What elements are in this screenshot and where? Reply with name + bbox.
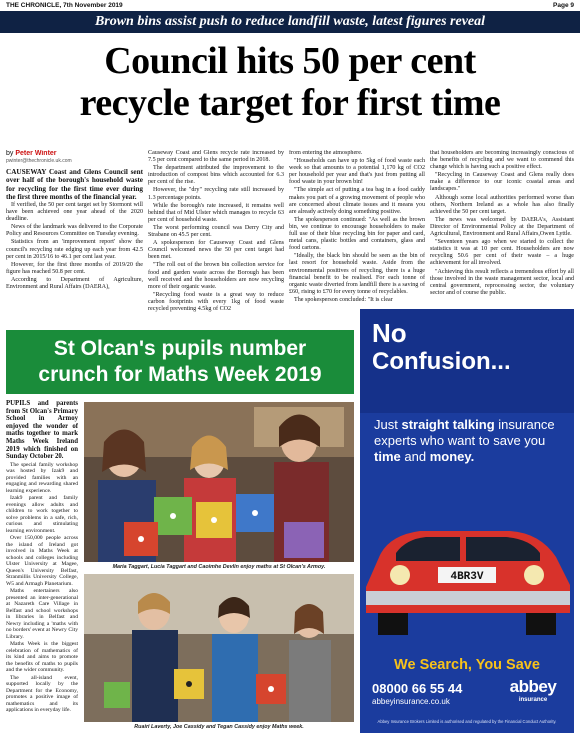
abbey-logo <box>502 677 564 709</box>
maths-headline-line-1: St Olcan's pupils number <box>53 337 307 360</box>
headline-line-2: recycle target for first time <box>79 82 501 124</box>
paragraph: According to Department of Agriculture, Environment and Rural Affairs (DAERA), <box>6 276 143 291</box>
maths-photo-2-caption: Ruairi Laverty, Joe Cassidy and Tegan Cassidy enjoy Maths week. <box>134 724 304 730</box>
ad-body-bold: straight talking <box>401 417 495 432</box>
paragraph: The spokesperson continued: "As well as the brown bin, we continue to encourage householders to make full use of their blue recycling bin for paper and card, metal cans, plastic bottles and containers, glass and food cartons. <box>289 216 425 252</box>
paragraph: News of the landmark was delivered to the Corporate Policy and Resources Committee on Tuesday evening. <box>6 224 143 238</box>
ad-confusion-text: Confusion... <box>372 348 511 375</box>
paragraph: However, the "dry" recycling rate still increased by 1.3 percentage points. <box>148 187 284 201</box>
maths-story-column <box>6 400 78 732</box>
maths-story-lead: PUPILS and parents from St Olcan's Primary School in Armoy enjoyed the wonder of maths together to mark Maths Week Ireland 2019 which finished on Sunday October 20. <box>6 400 78 461</box>
maths-headline-line-2: crunch for Maths Week 2019 <box>38 363 322 386</box>
byline-name: Peter Winter <box>15 150 57 157</box>
paragraph: from entering the atmosphere. <box>289 150 363 156</box>
paragraph: The spokesperson concluded: "It is clear <box>294 296 393 303</box>
paragraph: "Recycling in Causeway Coast and Glens really does make a difference to our iconic coastal areas and landscapes." <box>430 172 574 193</box>
paragraph: However, for the first three months of 2019/20 the figure has reached 50.8 per cent. <box>6 261 143 275</box>
paragraph: Maths Week is the biggest celebration of mathematics of its kind and aims to promote the benefits of maths to pupils and the wider community. <box>6 641 78 674</box>
paragraph: "Ideally, the black bin should be seen as the bin of last resort for household waste. Aside from the environmental positives of recycling, there is a huge financial benefit to be realised. For each tonne of organic waste diverted from landfill there is a saving of £60, rising to £70 for every tonne of recyclables. <box>289 253 425 295</box>
page-number: Page 9 <box>553 2 574 9</box>
ad-body-part: Just <box>374 417 398 432</box>
ad-body-bold: time <box>374 449 401 464</box>
story-headline <box>6 40 574 124</box>
paragraph: If verified, the 50 per cent target set by Stormont will have been achieved one year ahead of the 2020 deadline. <box>6 202 143 223</box>
paragraph: "The roll out of the brown bin collection service for food and garden waste across the Borough has been well received and the householders are now recycling more of their organic waste. <box>148 262 284 290</box>
abbey-insurance-ad[interactable] <box>360 309 574 733</box>
paragraph: "The simple act of putting a tea bag in a food caddy makes you part of a growing movement of people who are concerned about climate issues and it means you are already actively doing something positive. <box>289 187 425 215</box>
maths-photo-2 <box>84 574 354 722</box>
publication-date: THE CHRONICLE, 7th November 2019 <box>6 2 123 9</box>
paragraph: "Seventeen years ago when we started to collect the statistics it was at 10 per cent. Householders are now recycling 50.6 per cent of their waste – a huge achievement for all involved. <box>430 239 574 267</box>
red-car-icon <box>360 495 574 655</box>
paragraph: Over 150,000 people across the island of Ireland got involved in Maths Week at schools and colleges including Ulster University at Magee, Queen's University Belfast, Stranmillis University College, W5 and Armagh Planetarium. <box>6 535 78 587</box>
ad-body-bold: money. <box>429 449 475 464</box>
ad-car-image <box>360 495 574 655</box>
ad-website[interactable]: abbeyinsurance.co.uk <box>372 697 450 706</box>
page-header <box>6 1 574 10</box>
story-columns <box>6 150 574 325</box>
ad-legal-text: Abbey Insurance Brokers Limited is authorised and regulated by the Financial Conduct Authority. <box>377 719 557 724</box>
paragraph: The worst performing council was Derry City and Strabane on 45.5 per cent. <box>148 224 284 239</box>
logo-sub: insurance <box>518 697 548 703</box>
ad-phone-number[interactable]: 08000 66 55 44 <box>372 681 463 696</box>
number-plate: 4BR3V <box>450 571 484 583</box>
maths-week-story <box>6 330 354 734</box>
byline-prefix: by <box>6 150 14 157</box>
school-hall-photo-illustration <box>84 574 354 722</box>
paragraph: "Achieving this result reflects a tremendous effort by all those involved in the waste management sector, local and central government, reprocessing sector, the voluntary sector and of course the public. <box>430 268 574 296</box>
ad-body-text <box>374 417 564 465</box>
ad-no-text: No <box>372 318 407 348</box>
paragraph: The department attributed the improvement to the introduction of compost bins which accounted for 6.3 per cent of the rise. <box>148 165 284 186</box>
story-column-3 <box>289 150 425 325</box>
maths-photo-1-caption: Maria Taggart, Lucia Taggart and Caoimhe Devlin enjoy maths at St Olcan's Armoy. <box>112 564 326 570</box>
paragraph: Izak9 parent and family evenings allow adults and children to work together to solve problems in a safe, rich, curious and stimulating learning environment. <box>6 495 78 534</box>
classroom-photo-illustration <box>84 402 354 562</box>
paragraph: The special family workshop was hosted by Izak9 and provided families with an engaging and rewarding shared learning experience. <box>6 461 78 494</box>
paragraph: Maths entertainers also presented an inter-generational at Nazareth Care Village in Belfast and school workshops in libraries in Belfast and Newry including a 'maths with no borders' event at Newry City Library. <box>6 588 78 640</box>
ad-slogan: We Search, You Save <box>394 657 540 673</box>
paragraph: "Recycling food waste is a great way to reduce carbon footprints with every 1kg of food waste recycled preventing 4.5kg of CO2 <box>148 291 284 312</box>
paragraph: The all-island event, supported locally by the Department for the Economy, promotes a positive image of mathematics and its applications in everyday life. <box>6 674 78 714</box>
paragraph: "Households can have up to 5kg of food waste each week so that amounts to a potential 1,170 kg of CO2 per household per year and that's just from putting all food waste in your brown bin! <box>289 158 425 186</box>
logo-word: abbey <box>509 677 557 696</box>
paragraph: Causeway Coast and Glens recycle rate increased by 7.5 per cent compared to the same period in 2018. <box>148 150 284 164</box>
paragraph: The news was welcomed by DAERA's, Assistant Director of Environmental Policy at the Department of Agricultural, Environment and Rural Affairs,Owen Lyttle. <box>430 216 574 238</box>
paragraph: While the borough's rate increased, it remains well behind that of Mid Ulster which manages to recycle 63 per cent of household waste. <box>148 202 284 223</box>
story-column-1 <box>6 150 143 325</box>
headline-line-1: Council hits 50 per cent <box>104 40 476 82</box>
paragraph: Statistics from an 'improvement report' show the council's recycling rate edging up each year from 42.5 per cent in 2015/16 to 46.1 per cent last year. <box>6 239 143 260</box>
maths-photo-1 <box>84 402 354 562</box>
paragraph: Although some local authorities performed worse than others, Northern Ireland as a whole has also finally achieved the 50 per cent target. <box>430 194 574 215</box>
ad-body-part: insurance experts who want to save you <box>374 417 555 448</box>
maths-week-headline <box>6 330 354 394</box>
paragraph: A spokesperson for Causeway Coast and Glens Council welcomed news the 50 per cent target had been met. <box>148 240 284 261</box>
ad-body-part: and <box>404 449 427 464</box>
byline <box>6 150 143 157</box>
paragraph: that householders are becoming increasingly conscious of the benefits of recycling and we want to commend this change which is having such a positive effect. <box>430 150 574 171</box>
story-column-2 <box>148 150 284 325</box>
story-lead: CAUSEWAY Coast and Glens Council sent over half of the borough's household waste for recycling for the first time ever during the first three months of the financial year. <box>6 168 143 201</box>
story-column-4 <box>430 150 574 325</box>
story-kicker: Brown bins assist push to reduce landfill waste, latest figures reveal <box>0 11 580 33</box>
byline-email: pwinter@thechronicle.uk.com <box>6 158 72 165</box>
